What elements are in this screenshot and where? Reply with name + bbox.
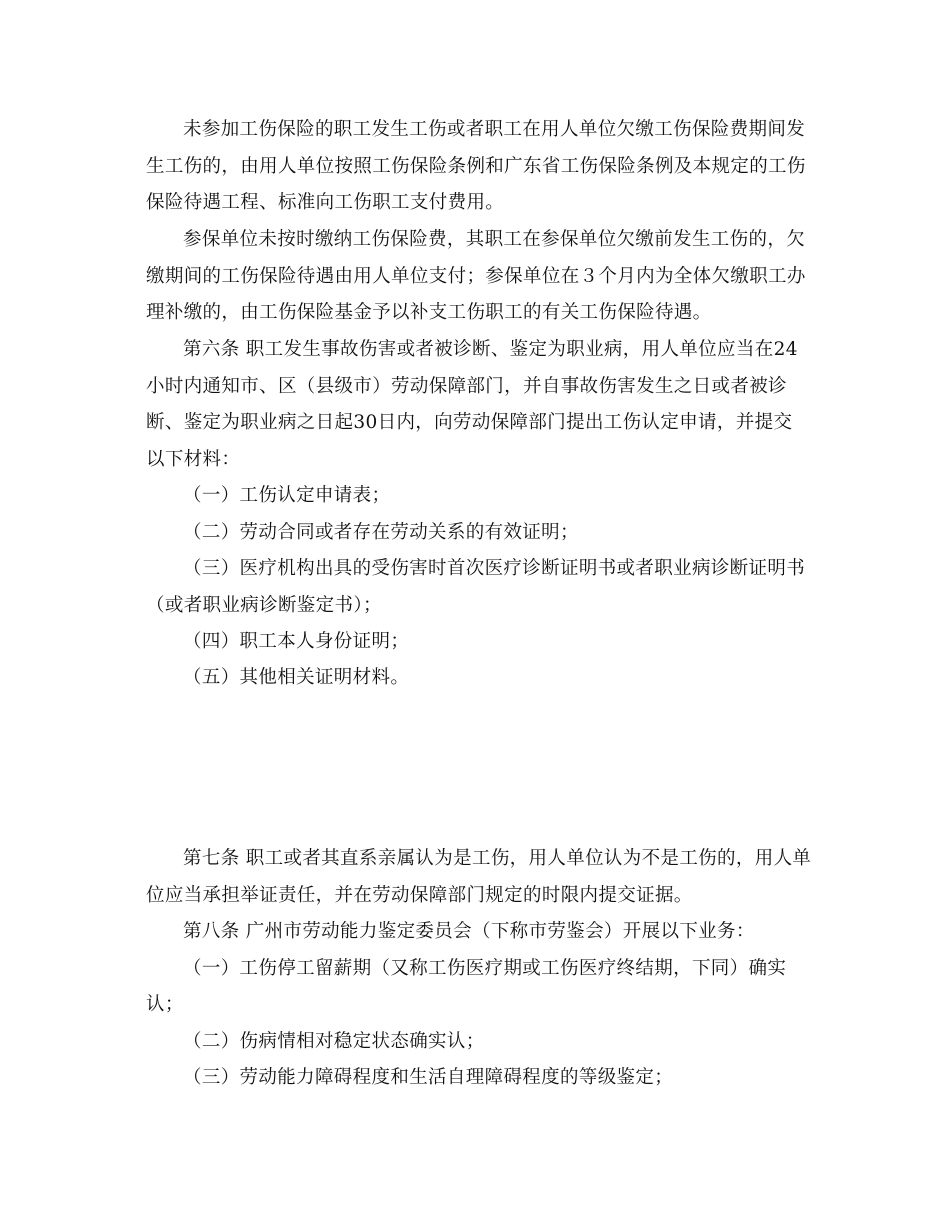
article-8-item-1-line-1: （一）工伤停工留薪期（又称工伤医疗期或工伤医疗终结期，下同）确实 — [183, 958, 787, 979]
article-7-line-2: 位应当承担举证责任，并在劳动保障部门规定的时限内提交证据。 — [146, 885, 693, 906]
article-7-line-1: 第七条 职工或者其直系亲属认为是工伤，用人单位认为不是工伤的，用人单 — [183, 848, 812, 869]
article-6-item-1: （一）工伤认定申请表； — [183, 485, 391, 506]
article-6-item-2: （二）劳动合同或者存在劳动关系的有效证明； — [183, 522, 579, 543]
paragraph-1-line-3: 保险待遇工程、标准向工伤职工支付费用。 — [146, 192, 505, 213]
paragraph-2-line-2: 缴期间的工伤保险待遇由用人单位支付；参保单位在３个月内为全体欠缴职工办 — [146, 266, 806, 287]
article-8-item-3: （三）劳动能力障碍程度和生活自理障碍程度的等级鉴定； — [183, 1067, 674, 1088]
article-6-line-3: 断、鉴定为职业病之日起30日内，向劳动保障部门提出工伤认定申请，并提交 — [146, 412, 793, 433]
article-6-item-3-line-1: （三）医疗机构出具的受伤害时首次医疗诊断证明书或者职业病诊断证明书 — [183, 558, 806, 579]
article-8-item-2: （二）伤病情相对稳定状态确实认； — [183, 1031, 485, 1052]
article-8-line-1: 第八条 广州市劳动能力鉴定委员会（下称市劳鉴会）开展以下业务： — [183, 921, 755, 942]
paragraph-1-line-1: 未参加工伤保险的职工发生工伤或者职工在用人单位欠缴工伤保险费期间发 — [183, 119, 806, 140]
article-6-line-2: 小时内通知市、区（县级市）劳动保障部门，并自事故伤害发生之日或者被诊 — [146, 376, 787, 397]
article-6-line-4: 以下材料： — [146, 449, 241, 470]
article-6-item-4: （四）职工本人身份证明； — [183, 631, 410, 652]
article-8-item-1-line-2: 认； — [146, 994, 184, 1015]
article-6-item-5: （五）其他相关证明材料。 — [183, 667, 410, 688]
article-6-line-1: 第六条 职工发生事故伤害或者被诊断、鉴定为职业病，用人单位应当在24 — [183, 339, 798, 360]
paragraph-2-line-3: 理补缴的，由工伤保险基金予以补支工伤职工的有关工伤保险待遇。 — [146, 302, 712, 323]
paragraph-1-line-2: 生工伤的，由用人单位按照工伤保险条例和广东省工伤保险条例及本规定的工伤 — [146, 156, 806, 177]
paragraph-2-line-1: 参保单位未按时缴纳工伤保险费，其职工在参保单位欠缴前发生工伤的，欠 — [183, 229, 806, 250]
article-6-item-3-line-2: （或者职业病诊断鉴定书）； — [146, 595, 382, 616]
